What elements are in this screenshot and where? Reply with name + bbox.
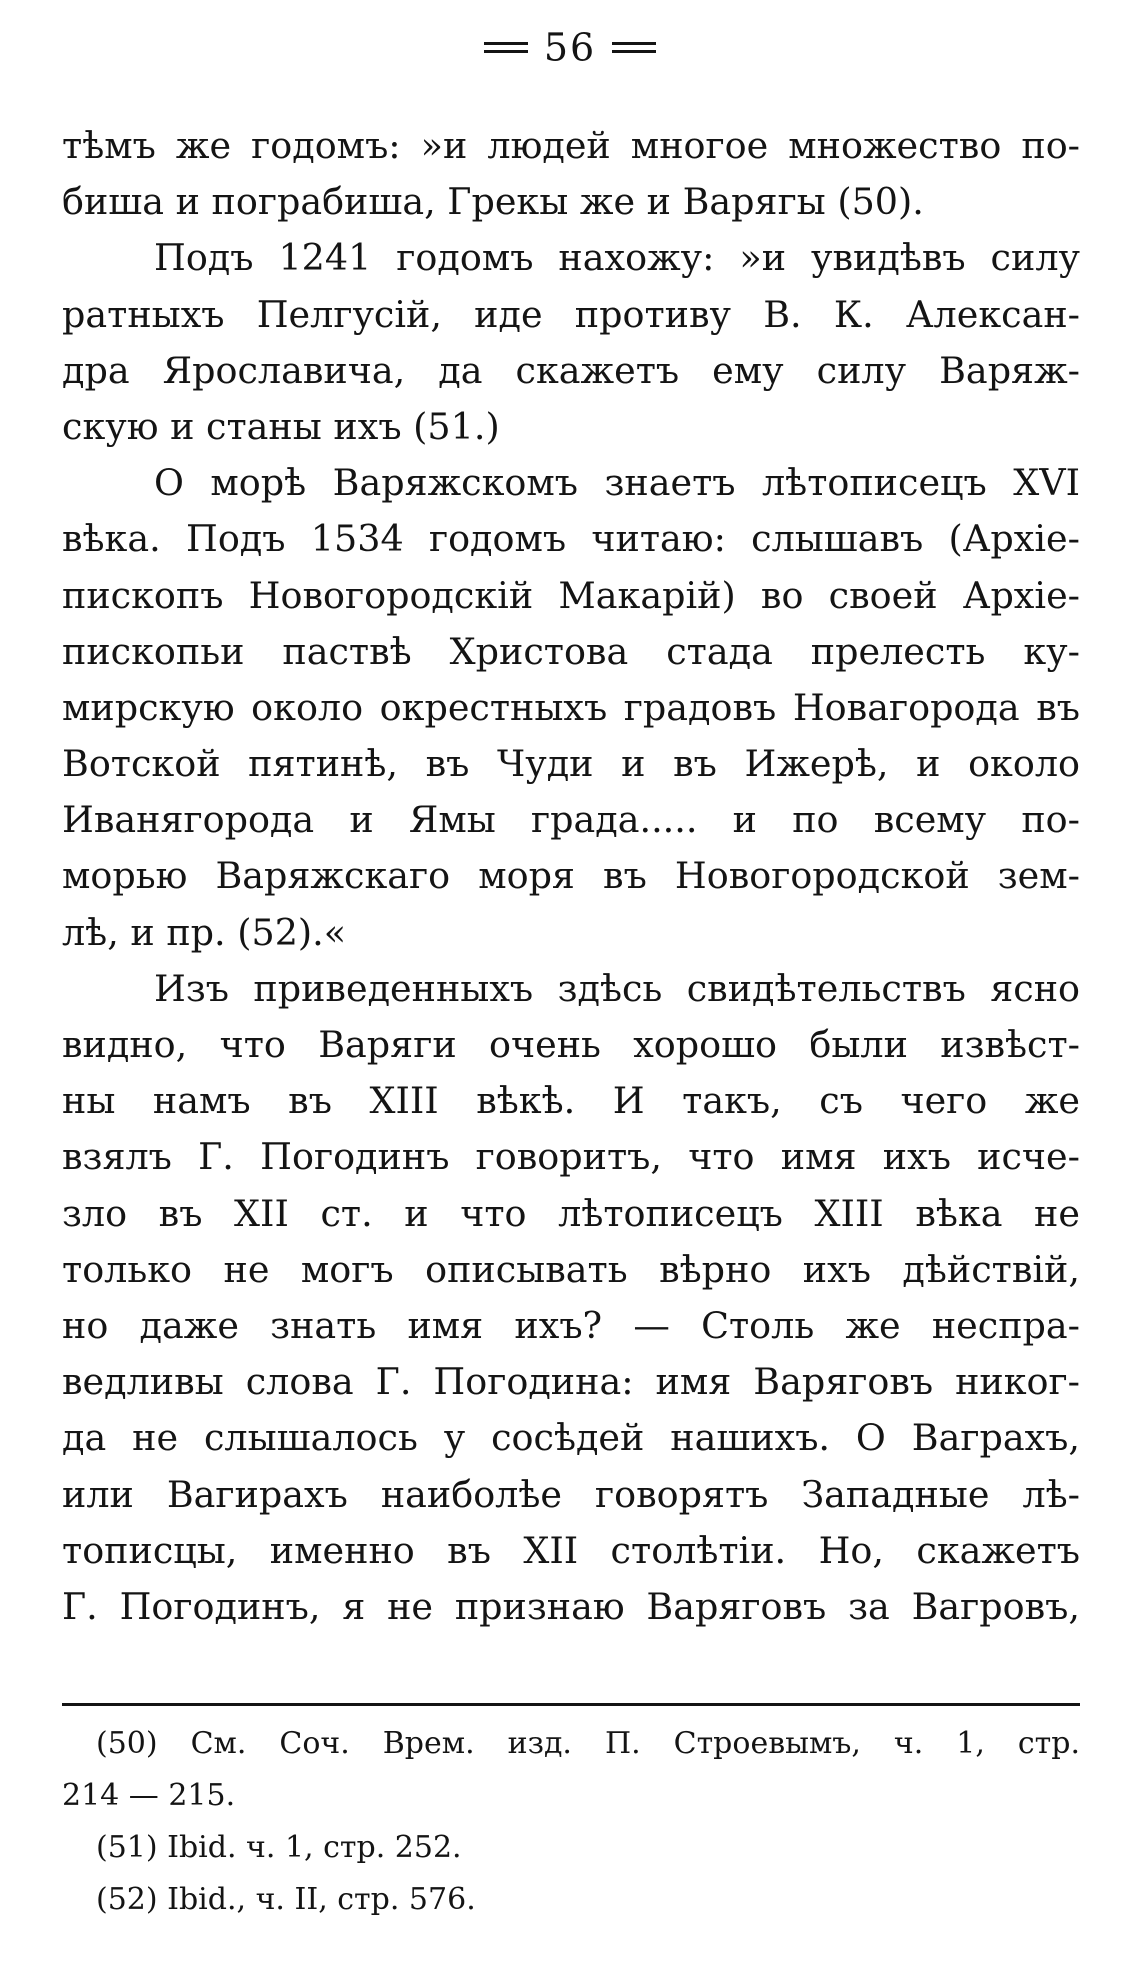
text-line: тописцы, именно въ XII столѣтіи. Но, скажетъ [62, 1528, 1080, 1572]
text-line: дра Ярославича, да скажетъ ему силу Варяж- [62, 348, 1080, 392]
text-line: но даже знать имя ихъ? — Столь же неспра- [62, 1303, 1080, 1347]
text-line: да не слышалось у сосѣдей нашихъ. О Ваграхъ, [62, 1416, 1080, 1460]
text-line: Изъ приведенныхъ здѣсь свидѣтельствъ ясно [154, 966, 1080, 1010]
header-left-rule [484, 42, 528, 53]
text-line: О морѣ Варяжскомъ знаетъ лѣтописецъ XVI [154, 461, 1080, 505]
text-line: мирскую около окрестныхъ градовъ Новагорода въ [62, 685, 1080, 729]
text-line: пископъ Новогородскій Макарій) во своей Архіе- [62, 573, 1080, 617]
page-header [0, 22, 1140, 70]
body-text [62, 118, 1080, 1635]
text-line: Г. Погодинъ, я не признаю Варяговъ за Вагровъ, [62, 1584, 1080, 1628]
text-line: Подъ 1241 годомъ нахожу: »и увидѣвъ силу [154, 236, 1080, 280]
text-line: ратныхъ Пелгусій, иде противу В. К. Алексан- [62, 292, 1080, 336]
text-line: взялъ Г. Погодинъ говоритъ, что имя ихъ исче- [62, 1135, 1080, 1179]
footnote-50-continued: 214 — 215. [62, 1778, 236, 1813]
footnote-50: (50) См. Соч. Врем. изд. П. Строевымъ, ч. 1, стр. [96, 1726, 1080, 1761]
footnote-51: (51) Ibid. ч. 1, стр. 252. [96, 1830, 462, 1865]
text-line: Иванягорода и Ямы града..... и по всему по- [62, 798, 1080, 842]
text-line: биша и пограбиша, Грекы же и Варягы (50). [62, 180, 924, 224]
text-line: только не могъ описывать вѣрно ихъ дѣйствій, [62, 1247, 1080, 1291]
text-line: морью Варяжскаго моря въ Новогородской зем- [62, 854, 1080, 898]
text-line: или Вагирахъ наиболѣе говорятъ Западные лѣ- [62, 1472, 1080, 1516]
page-number: 56 [543, 25, 597, 70]
footnote-52: (52) Ibid., ч. II, стр. 576. [96, 1882, 476, 1917]
text-line: тѣмъ же годомъ: »и людей многое множество по- [62, 124, 1080, 167]
footnotes [62, 1718, 1080, 1926]
text-line: лѣ, и пр. (52).« [62, 910, 347, 954]
text-line: видно, что Варяги очень хорошо были извѣст- [62, 1023, 1080, 1066]
text-line: Вотской пятинѣ, въ Чуди и въ Ижерѣ, и около [62, 742, 1080, 786]
text-line: вѣка. Подъ 1534 годомъ читаю: слышавъ (Архіе- [62, 517, 1080, 561]
header-right-rule [612, 42, 656, 53]
text-line: зло въ XII ст. и что лѣтописецъ XIII вѣка не [62, 1191, 1080, 1235]
text-line: ны намъ въ XIII вѣкѣ. И такъ, съ чего же [62, 1079, 1080, 1123]
text-line: пископьи паствѣ Христова стада прелесть ку- [62, 629, 1080, 673]
text-line: ведливы слова Г. Погодина: имя Варяговъ никог- [62, 1360, 1080, 1404]
text-line: скую и станы ихъ (51.) [62, 404, 500, 448]
footnote-divider [62, 1703, 1080, 1706]
